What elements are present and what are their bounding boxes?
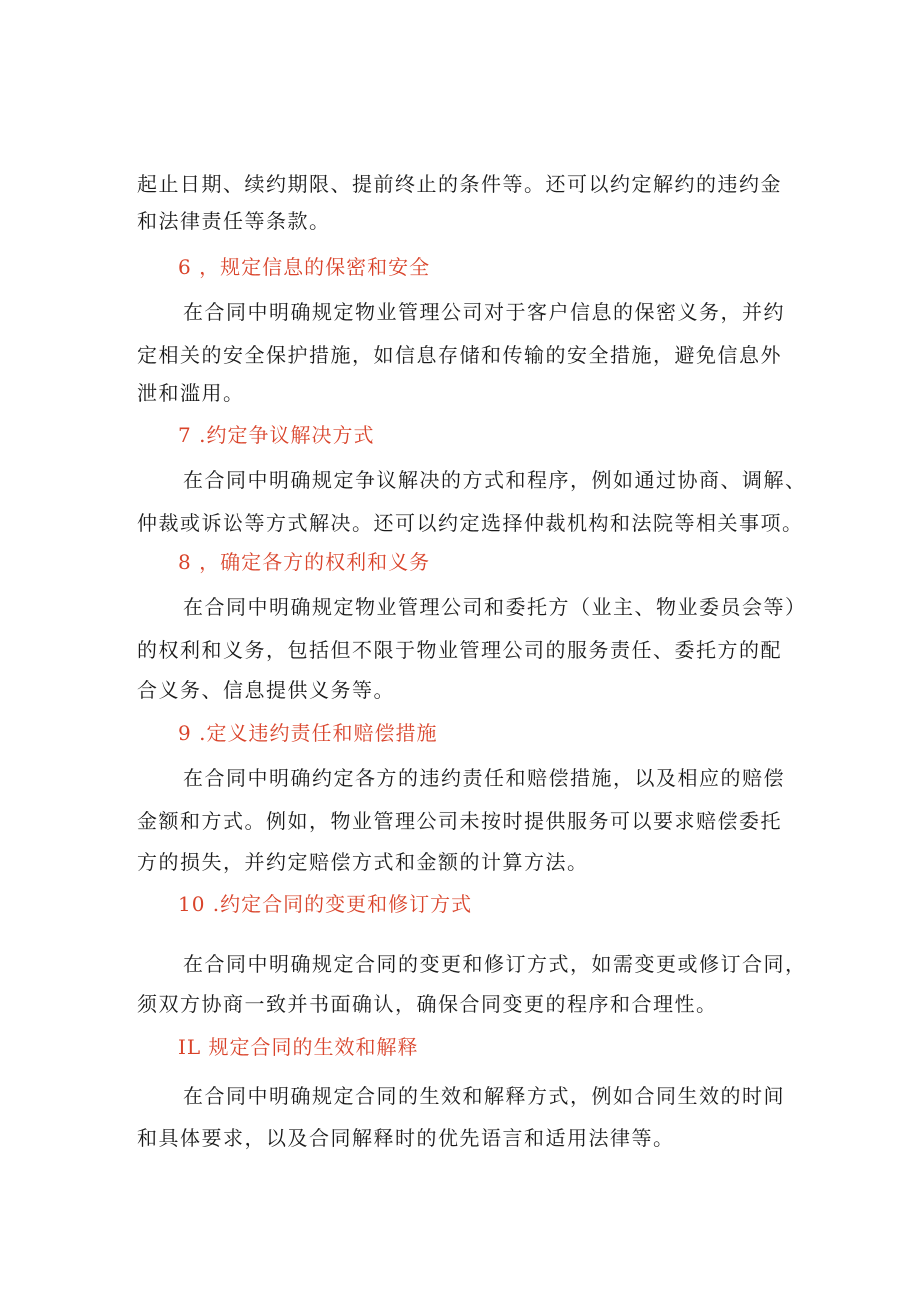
paragraph-line: 合义务、信息提供义务等。 [137, 678, 395, 702]
intro-line: 和法律责任等条款。 [137, 209, 331, 233]
section-heading-7: 7 .约定争议解决方式 [178, 423, 375, 447]
section-heading-10: 10 .约定合同的变更和修订方式 [178, 892, 473, 916]
paragraph-line: 在合同中明确规定物业管理公司对于客户信息的保密义务，并约 [183, 300, 785, 324]
paragraph-line: 在合同中明确规定物业管理公司和委托方（业主、物业委员会等） [183, 595, 807, 619]
paragraph-line: 的权利和义务，包括但不限于物业管理公司的服务责任、委托方的配 [137, 638, 782, 662]
section-heading-11: IL 规定合同的生效和解释 [178, 1035, 419, 1059]
paragraph-line: 在合同中明确规定合同的变更和修订方式，如需变更或修订合同， [183, 952, 807, 976]
paragraph-line: 泄和滥用。 [137, 381, 245, 405]
section-heading-9: 9 .定义违约责任和赔偿措施 [178, 721, 438, 745]
paragraph-line: 须双方协商一致并书面确认，确保合同变更的程序和合理性。 [137, 992, 718, 1016]
paragraph-line: 和具体要求，以及合同解释时的优先语言和适用法律等。 [137, 1126, 675, 1150]
paragraph-line: 在合同中明确规定合同的生效和解释方式，例如合同生效的时间 [183, 1084, 785, 1108]
paragraph-line: 金额和方式。例如，物业管理公司未按时提供服务可以要求赔偿委托 [137, 809, 782, 833]
paragraph-line: 方的损失，并约定赔偿方式和金额的计算方法。 [137, 850, 589, 874]
paragraph-line: 在合同中明确规定争议解决的方式和程序，例如通过协商、调解、 [183, 468, 807, 492]
paragraph-line: 仲裁或诉讼等方式解决。还可以约定选择仲裁机构和法院等相关事项。 [137, 511, 804, 535]
paragraph-line: 在合同中明确约定各方的违约责任和赔偿措施，以及相应的赔偿 [183, 766, 785, 790]
intro-line: 起止日期、续约期限、提前终止的条件等。还可以约定解约的违约金 [137, 172, 782, 196]
section-heading-6: 6 ，规定信息的保密和安全 [178, 255, 431, 279]
section-heading-8: 8 ，确定各方的权利和义务 [178, 550, 431, 574]
paragraph-line: 定相关的安全保护措施，如信息存储和传输的安全措施，避免信息外 [137, 343, 782, 367]
